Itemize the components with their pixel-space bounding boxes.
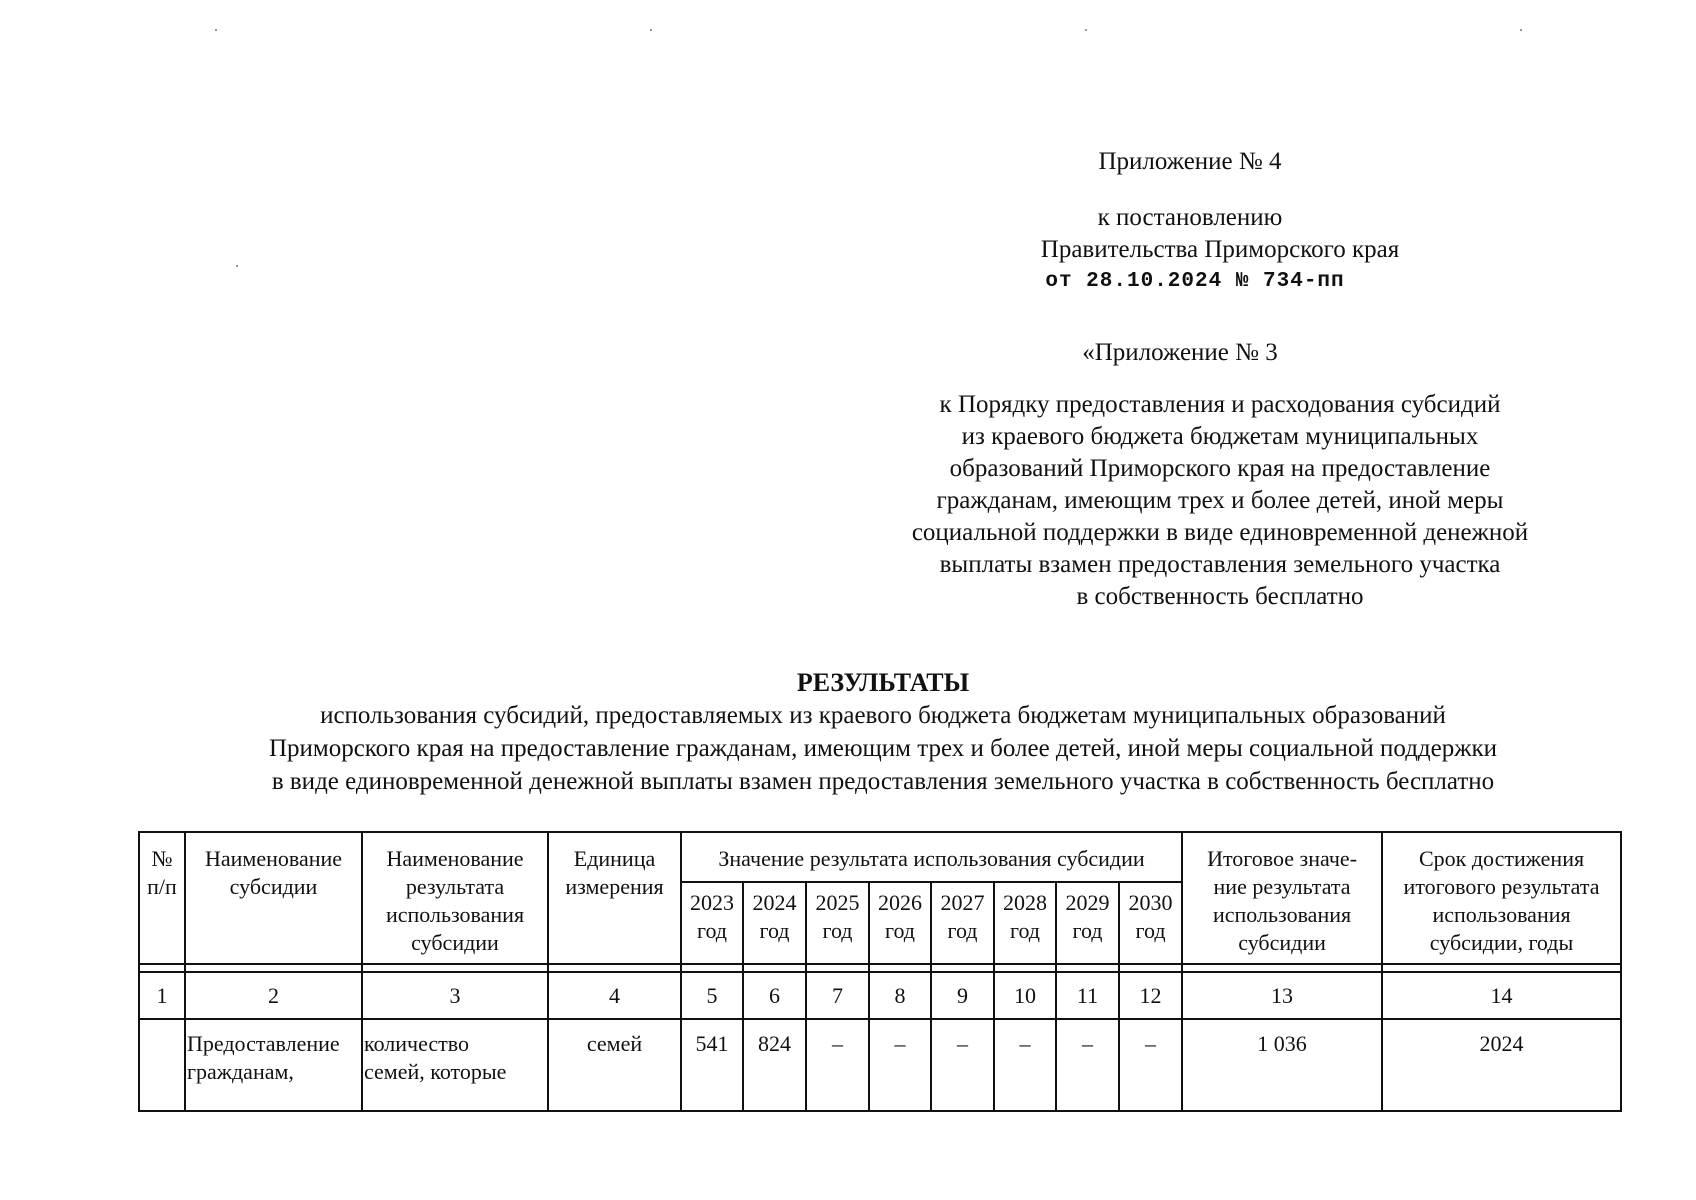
row-unit: семей <box>548 1019 681 1111</box>
appendix-3-number: «Приложение № 3 <box>1082 339 1278 366</box>
appendix-government: Правительства Приморского края <box>1040 236 1400 263</box>
row-value-2024: 824 <box>743 1019 806 1111</box>
appendix-3-block <box>880 337 1560 613</box>
row-deadline: 2024 <box>1382 1019 1621 1111</box>
header-separator <box>139 964 1621 972</box>
document-title <box>80 666 1686 798</box>
appendix-number: Приложение № 4 <box>1098 148 1282 175</box>
row-value-2030: – <box>1119 1019 1182 1111</box>
resolution-date-stamp: от 28.10.2024 № 734-пп <box>1045 270 1345 293</box>
row-subsidy-name: Предоставление гражданам, <box>185 1019 362 1111</box>
header-year: 2023 год <box>681 882 743 964</box>
row-total: 1 036 <box>1182 1019 1382 1111</box>
column-number: 11 <box>1056 972 1119 1019</box>
column-number-row <box>139 972 1621 1019</box>
column-number: 14 <box>1382 972 1621 1019</box>
scan-dot <box>1085 29 1087 31</box>
header-year: 2024 год <box>743 882 806 964</box>
column-number: 2 <box>185 972 362 1019</box>
header-year: 2026 год <box>869 882 931 964</box>
appendix-to-resolution: к постановлению <box>1097 204 1283 231</box>
title-line: использования субсидий, предоставляемых из краевого бюджета бюджетам муниципальных образований <box>320 702 1446 729</box>
column-number: 4 <box>548 972 681 1019</box>
row-result-name: количество семей, которые <box>362 1019 548 1111</box>
scan-dot <box>1520 29 1522 31</box>
row-value-2029: – <box>1056 1019 1119 1111</box>
column-number: 1 <box>139 972 185 1019</box>
row-value-2025: – <box>806 1019 869 1111</box>
results-table <box>138 831 1622 1112</box>
scan-dot <box>215 29 217 31</box>
header-deadline: Срок достижения итогового результата использования субсидии, годы <box>1382 832 1621 964</box>
table-row <box>139 1019 1621 1111</box>
header-subsidy-name: Наименование субсидии <box>185 832 362 964</box>
header-year: 2029 год <box>1056 882 1119 964</box>
header-num: № п/п <box>139 832 185 964</box>
header-result-name: Наименование результата использования субсидии <box>362 832 548 964</box>
row-value-2027: – <box>931 1019 994 1111</box>
row-value-2028: – <box>994 1019 1056 1111</box>
order-line: образований Приморского края на предоставление <box>949 455 1491 482</box>
order-line: к Порядку предоставления и расходования субсидий <box>939 391 1501 418</box>
header-year: 2025 год <box>806 882 869 964</box>
title-heading: РЕЗУЛЬТАТЫ <box>796 668 970 697</box>
order-line: из краевого бюджета бюджетам муниципальных <box>961 423 1479 450</box>
column-number: 3 <box>362 972 548 1019</box>
column-number: 7 <box>806 972 869 1019</box>
column-number: 13 <box>1182 972 1382 1019</box>
header-value-group: Значение результата использования субсидии <box>681 832 1182 882</box>
header-year: 2030 год <box>1119 882 1182 964</box>
title-line: в виде единовременной денежной выплаты взамен предоставления земельного участка в собственность бесплатно <box>271 768 1495 795</box>
scan-dot <box>650 29 652 31</box>
row-value-2026: – <box>869 1019 931 1111</box>
order-line: в собственность бесплатно <box>1076 583 1364 610</box>
row-num <box>139 1019 185 1111</box>
header-total: Итоговое значе- ние результата использования субсидии <box>1182 832 1382 964</box>
order-line: выплаты взамен предоставления земельного участка <box>939 551 1501 578</box>
order-line: социальной поддержки в виде единовременной денежной <box>911 519 1529 546</box>
order-line: гражданам, имеющим трех и более детей, иной меры <box>936 487 1504 514</box>
title-line: Приморского края на предоставление гражданам, имеющим трех и более детей, иной меры социальной поддержки <box>268 735 1498 762</box>
header-unit: Единица измерения <box>548 832 681 964</box>
scan-dot <box>236 265 238 267</box>
header-year: 2028 год <box>994 882 1056 964</box>
appendix-header <box>880 146 1560 298</box>
column-number: 9 <box>931 972 994 1019</box>
column-number: 8 <box>869 972 931 1019</box>
column-number: 12 <box>1119 972 1182 1019</box>
column-number: 6 <box>743 972 806 1019</box>
row-value-2023: 541 <box>681 1019 743 1111</box>
column-number: 10 <box>994 972 1056 1019</box>
header-year: 2027 год <box>931 882 994 964</box>
column-number: 5 <box>681 972 743 1019</box>
